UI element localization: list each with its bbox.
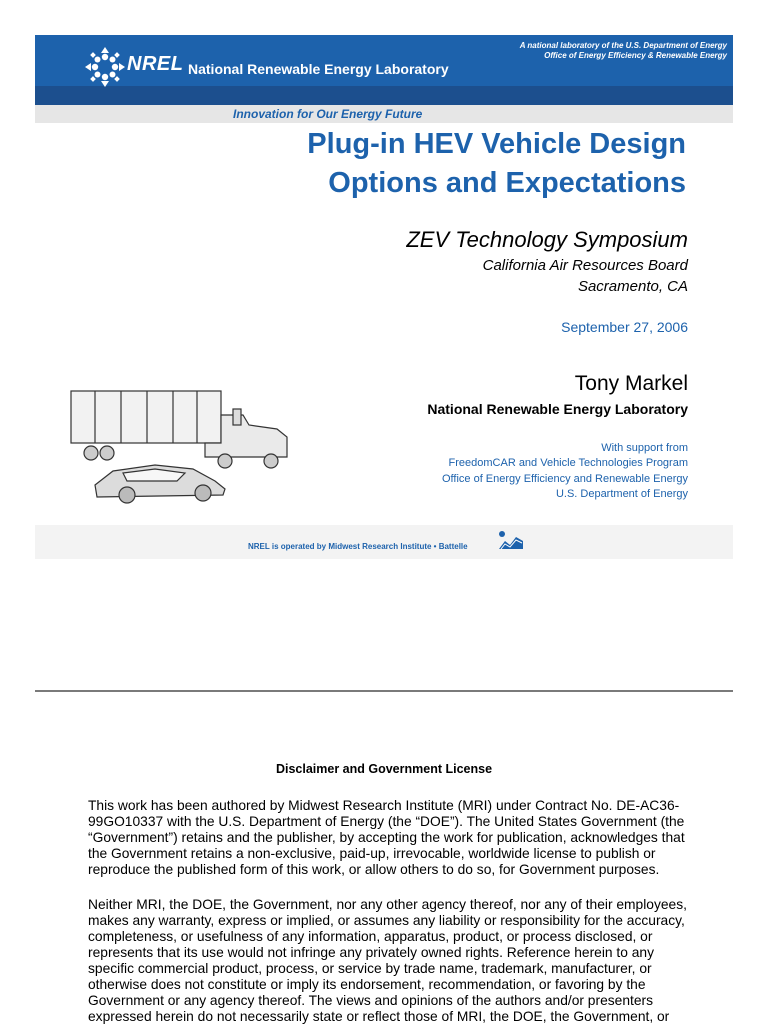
doe-affiliation: A national laboratory of the U.S. Department of Energy (519, 41, 727, 50)
support-line: Office of Energy Efficiency and Renewable Energy (441, 473, 688, 485)
paragraph-line: “Government”) retains and the publisher, by accepting the work for publication, acknowledges that (88, 830, 685, 845)
truck-and-car-icon (65, 385, 305, 505)
nrel-logo-icon (83, 45, 127, 89)
author-organization: National Renewable Energy Laboratory (427, 401, 688, 417)
paragraph-line: reproduce the published form of this work, or allow others to do so, for Government purposes. (88, 862, 660, 877)
presentation-date: September 27, 2006 (561, 319, 688, 335)
support-line: FreedomCAR and Vehicle Technologies Program (448, 457, 688, 469)
support-line: U.S. Department of Energy (555, 488, 688, 500)
author-name: Tony Markel (574, 372, 688, 395)
paragraph-line: 99GO10337 with the U.S. Department of Energy (the “DOE”). The United States Government (the (88, 814, 685, 829)
slide-title (86, 125, 686, 203)
operator-note: NREL is operated by Midwest Research Institute • Battelle (248, 542, 468, 551)
title-line: Options and Expectations (328, 167, 686, 199)
page-divider (35, 690, 733, 692)
banner-stripe (35, 86, 733, 105)
paragraph-line: completeness, or usefulness of any information, apparatus, product, or process disclosed, or (88, 929, 653, 944)
paragraph-line: otherwise does not constitute or imply its endorsement, recommendation, or favoring by the (88, 977, 646, 992)
paragraph-line: Neither MRI, the DOE, the Government, nor any other agency thereof, nor any of their employees, (88, 897, 687, 912)
paragraph-line: specific commercial product, process, or service by trade name, trademark, manufacturer, or (88, 961, 652, 976)
symposium-name: ZEV Technology Symposium (406, 227, 688, 252)
paragraph-line: the Government retains a non-exclusive, paid-up, irrevocable, worldwide license to publish or (88, 846, 656, 861)
disclaimer-paragraph-2 (88, 897, 688, 1025)
title-line: Plug-in HEV Vehicle Design (307, 128, 686, 160)
paragraph-line: makes any warranty, express or implied, or assumes any liability or responsibility for the accuracy, (88, 913, 685, 928)
support-line: With support from (601, 442, 688, 454)
paragraph-line: Government or any agency thereof. The views and opinions of the authors and/or presenters (88, 993, 653, 1008)
disclaimer-heading: Disclaimer and Government License (275, 762, 493, 776)
eere-affiliation: Office of Energy Efficiency & Renewable Energy (544, 51, 727, 60)
battelle-logo-icon (497, 529, 525, 551)
title-slide (35, 35, 733, 559)
tagline: Innovation for Our Energy Future (233, 107, 423, 121)
paragraph-line: expressed herein do not necessarily state or reflect those of MRI, the DOE, the Government, or (88, 1009, 670, 1024)
nrel-wordmark: NREL (127, 53, 184, 75)
venue-org: California Air Resources Board (482, 257, 688, 274)
lab-name: National Renewable Energy Laboratory (188, 61, 449, 77)
paragraph-line: represents that its use would not infringe any privately owned rights. Reference herein to any (88, 945, 654, 960)
venue-city: Sacramento, CA (577, 278, 688, 295)
disclaimer-paragraph-1 (88, 798, 688, 878)
nrel-banner (35, 35, 733, 105)
paragraph-line: This work has been authored by Midwest Research Institute (MRI) under Contract No. DE-AC36- (88, 798, 680, 813)
